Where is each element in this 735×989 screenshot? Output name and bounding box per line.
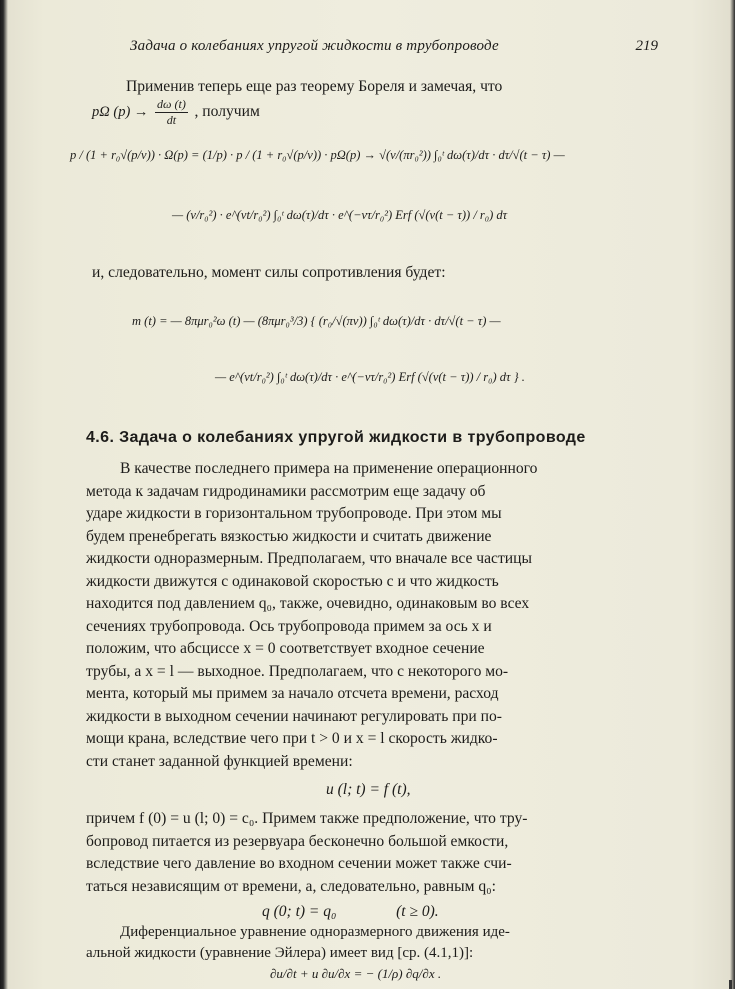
paragraph-line: находится под давлением q₀, также, очевидно, одинаковым во всех [86, 595, 530, 612]
paragraph-resistance-moment [92, 262, 658, 285]
page-right-edge-shadow [730, 0, 735, 989]
paragraph-line: жидкости одноразмерным. Предполагаем, что вначале все частицы [86, 550, 532, 567]
paragraph-line: В качестве последнего примера на применение операционного [120, 460, 538, 477]
page-number: 219 [635, 38, 658, 54]
equation-right: (t ≥ 0). [396, 903, 439, 920]
fraction [155, 97, 188, 128]
paragraph-line: Диференциальное уравнение одноразмерного движения иде- [120, 924, 510, 940]
page-header [92, 38, 658, 60]
paragraph-line: Применив теперь еще раз теорему Бореля и замечая, что [126, 78, 503, 95]
paragraph-line: метода к задачам гидродинамики рассмотрим еще задачу об [86, 482, 486, 500]
formula-tail-text: , получим [194, 102, 260, 120]
paragraph-line: вследствие чего давление во входном сечении может также счи- [86, 855, 512, 872]
fraction-numerator: dω (t) [157, 97, 186, 111]
paragraph-line: причем f (0) = u (l; 0) = c₀. Примем также предположение, что тру- [86, 810, 528, 827]
paragraph-line: бопровод питается из резервуара бесконечно большой емкости, [86, 832, 509, 850]
paragraph-line: жидкости в выходном сечении начинают регулировать при по- [86, 707, 502, 725]
formula-moment-row-2: — e^(νt/r₀²) ∫₀ᵗ dω(τ)/dτ · e^(−ντ/r₀²) Erf (√(ν(t − τ)) / r₀) dτ } . [215, 370, 525, 384]
paragraph-intro [92, 76, 658, 99]
paragraph-problem-statement [86, 458, 660, 773]
formula-moment-row-1: m (t) = — 8πμr₀²ω (t) — (8πμr₀³/3) { (r₀/√(πν)) ∫₀ᵗ dω(τ)/dτ · dτ/√(t − τ) — [132, 314, 501, 328]
paragraph-line: мощи крана, вследствие чего при t > 0 и x = l скорость жидко- [86, 730, 498, 747]
paragraph-line: и, следовательно, момент силы сопротивления будет: [92, 264, 446, 281]
formula-term: pΩ (p) [92, 103, 131, 120]
paragraph-line: ударе жидкости в горизонтальном трубопроводе. При этом мы [86, 505, 502, 522]
paragraph-line: положим, что абсциссе x = 0 соответствует входное сечение [86, 640, 485, 657]
paragraph-line: таться независящим от времени, а, следовательно, равным q₀: [86, 877, 496, 895]
paragraph-line: сти станет заданной функцией времени: [86, 752, 353, 770]
formula-laplace-row-2: — (ν/r₀²) · e^(νt/r₀²) ∫₀ᵗ dω(τ)/dτ · e^(−ντ/r₀²) Erf (√(ν(t − τ)) / r₀) dτ [172, 208, 508, 222]
formula-laplace-row-1: p / (1 + r₀√(p/ν)) · Ω(p) = (1/p) · p / (1 + r₀√(p/ν)) · pΩ(p) → √(ν/(πr₀²)) ∫₀ᵗ dω(τ)/dτ · dτ/√(t − τ) — [70, 148, 565, 162]
equation-euler: ∂u/∂t + u ∂u/∂x = − (1/ρ) ∂q/∂x . [270, 966, 442, 981]
scan-artifact [729, 980, 732, 989]
paragraph-line: альной жидкости (уравнение Эйлера) имеет вид [ср. (4.1,1)]: [86, 945, 474, 961]
paragraph-line: жидкости движутся с одинаковой скоростью c и что жидкость [86, 572, 499, 590]
paragraph-boundary-conditions [86, 808, 660, 898]
running-title: Задача о колебаниях упругой жидкости в трубопроводе [130, 38, 499, 54]
page-left-edge-shadow [0, 0, 8, 989]
fraction-denominator: dt [166, 113, 177, 127]
paragraph-line: будем пренебрегать вязкостью жидкости и считать движение [86, 527, 492, 545]
equation-outlet-velocity: u (l; t) = f (t), [326, 781, 411, 798]
section-heading: 4.6. Задача о колебаниях упругой жидкости в трубопроводе [86, 429, 586, 446]
arrow-symbol: → [133, 103, 149, 120]
paragraph-line: трубы, а x = l — выходное. Предполагаем, что с некоторого мо- [86, 662, 509, 680]
inline-formula-dw-dt [92, 97, 260, 128]
equation-inlet-pressure [262, 903, 439, 921]
paragraph-line: сечениях трубопровода. Ось трубопровода примем за ось x и [86, 617, 492, 635]
equation-left: q (0; t) = q₀ [262, 903, 337, 920]
paragraph-euler-intro [86, 922, 660, 964]
paragraph-line: мента, который мы примем за начало отсчета времени, расход [86, 685, 499, 702]
